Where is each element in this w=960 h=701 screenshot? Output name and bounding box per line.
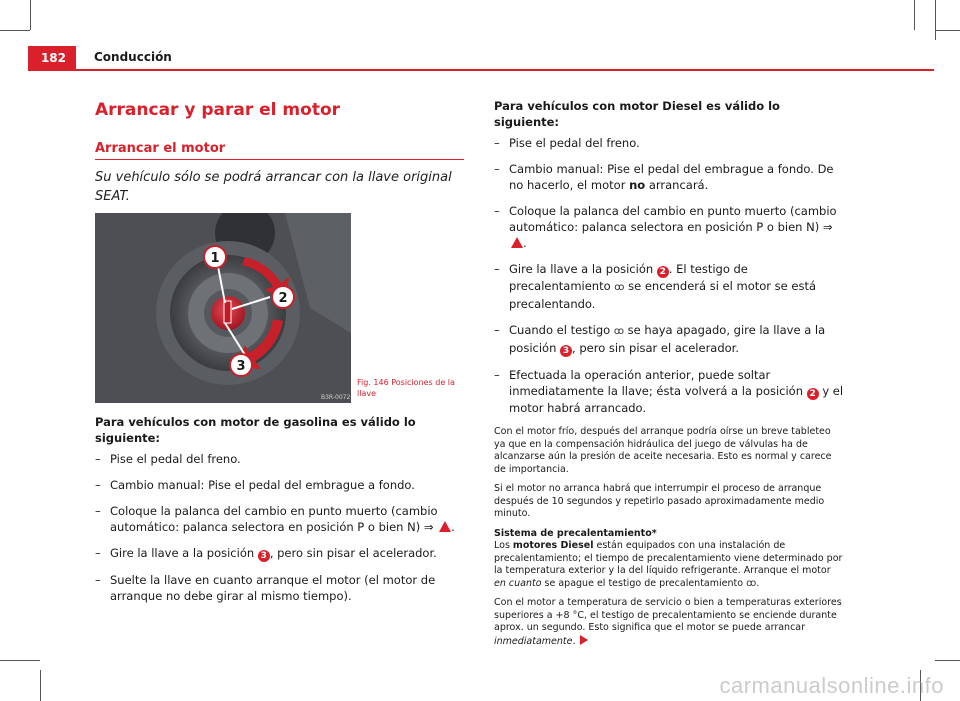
paragraph-text: Con el motor a temperatura de servicio o bien a temperaturas exteriores superiores a +8 °C, el testigo de precalentamiento se enciende durante aprox. un segundo. Esto significa que el motor se puede arrancar [494, 597, 842, 633]
position-badge: 2 [807, 388, 819, 400]
list-item: – Cuando el testigo ꝏ se haya apagado, gire la llave a la posición 3 , pero sin pisar el acelerador. [494, 323, 826, 356]
callout-3: 3 [236, 359, 246, 374]
chapter-title: Conducción [94, 50, 172, 64]
list-item-text: Gire la llave a la posición [509, 262, 657, 276]
list-item: – Cambio manual: Pise el pedal del embrague a fondo. De no hacerlo, el motor no arrancará. [494, 162, 834, 192]
crop-mark [30, 0, 31, 30]
paragraph-text: se apague el testigo de precalentamiento [541, 577, 747, 589]
callout-1: 1 [210, 251, 220, 266]
list-item-text: Pise el pedal del freno. [509, 136, 640, 150]
figure-code: B3R-0072 [321, 394, 351, 401]
list-item-text: Cuando el testigo [509, 323, 614, 337]
list-item-text: Suelte la llave en cuanto arranque el motor (el motor de arranque no debe girar al mismo tiempo). [110, 573, 436, 603]
crop-mark [935, 0, 936, 40]
ignition-figure [95, 213, 351, 403]
emphasis-text: en cuanto [494, 577, 542, 589]
glow-plug-icon: ꝏ [613, 326, 625, 337]
preheat-paragraph: Los motores Diesel están equipados con una instalación de precalentamiento; el tiempo de precalentamiento viene determinado por la temperatura exterior y la del líquido refrigerante. Arranque el motor en cuanto se apague el testigo de precalentamiento ꝏ. [494, 540, 843, 589]
crop-mark [935, 30, 960, 31]
crop-mark [914, 0, 915, 30]
list-item: – Gire la llave a la posición 3 , pero sin pisar el acelerador. [95, 546, 437, 561]
list-item-text: Coloque la palanca del cambio en punto muerto (cambio automático: palanca selectora en posición P o bien N) ⇒ [509, 204, 837, 234]
list-item: – Coloque la palanca del cambio en punto muerto (cambio automático: palanca selectora en posición P o bien N) ⇒ . [494, 204, 837, 250]
cold-engine-note: Con el motor frío, después del arranque podría oírse un breve tableteo ya que en la compensación hidráulica del juego de válvulas ha de alcanzarse aún la presión de aceite necesaria. Esto es normal y carece de importancia. [494, 426, 832, 475]
list-item-text: Gire la llave a la posición [110, 546, 258, 560]
list-item: – Pise el pedal del freno. [95, 452, 241, 466]
position-badge: 3 [560, 345, 572, 357]
diesel-instructions [494, 98, 844, 655]
paragraph-text: están equipados con una instalación de precalentamiento; el tiempo de precalentamiento viene determinado por la temperatura exterior y la del líquido refrigerante. Arranque el motor [494, 540, 843, 576]
list-item-text: . El testigo de precalentamiento [509, 262, 748, 293]
list-item: – Cambio manual: Pise el pedal del embrague a fondo. [95, 478, 415, 492]
emphasis-text: no [629, 178, 646, 192]
no-start-note: Si el motor no arranca habrá que interrumpir el proceso de arranque después de 10 segundos y repetirlo pasado aproximadamente medio minuto. [494, 483, 825, 519]
continue-arrow-icon[interactable] [580, 635, 588, 645]
intro-text: Su vehículo sólo se podrá arrancar con la llave original SEAT. [95, 170, 452, 204]
list-item: – Gire la llave a la posición 2 . El testigo de precalentamiento ꝏ se encenderá si el motor se está precalentando. [494, 262, 816, 311]
list-item-text: , pero sin pisar el acelerador. [269, 546, 437, 560]
paragraph-text: . [572, 635, 576, 647]
glow-plug-icon: ꝏ [746, 577, 757, 589]
position-badge: 3 [258, 550, 270, 562]
list-item: – Efectuada la operación anterior, puede soltar inmediatamente la llave; ésta volverá a la posición 2 y el motor habrá arrancado. [494, 368, 844, 415]
list-item-text: y el motor habrá arrancado. [509, 384, 844, 415]
list-item-text: , pero sin pisar el acelerador. [572, 341, 740, 355]
list-item-text: se haya apagado, gire la llave a la posición [509, 323, 826, 355]
figure-caption: Fig. 146 Posiciones de la llave [357, 378, 455, 398]
list-item-text: se encenderá si el motor se está precalentando. [509, 279, 816, 311]
section-title: Arrancar y parar el motor [95, 100, 341, 120]
ignition-illustration [95, 213, 351, 403]
warm-engine-paragraph [494, 597, 844, 648]
page-number: 182 [28, 46, 76, 70]
warning-icon[interactable] [439, 521, 451, 532]
crop-mark [0, 660, 40, 661]
watermark: carmanualsonline.info [719, 673, 944, 698]
diesel-heading: Para vehículos con motor Diesel es válido lo siguiente: [494, 99, 780, 129]
header-rule [28, 69, 934, 71]
preheat-heading: Sistema de precalentamiento* [494, 527, 657, 539]
position-badge: 2 [657, 266, 669, 278]
list-item-text: arrancará. [645, 178, 709, 192]
glow-plug-icon: ꝏ [614, 282, 625, 293]
warning-icon[interactable] [511, 237, 523, 248]
subsection-rule [95, 159, 464, 160]
list-item: – Coloque la palanca del cambio en punto muerto (cambio automático: palanca selectora en posición P o bien N) ⇒ . [95, 504, 455, 534]
list-item-text: Cambio manual: Pise el pedal del embrague a fondo. [110, 478, 415, 492]
list-item-text: Coloque la palanca del cambio en punto muerto (cambio automático: palanca selectora en posición P o bien N) ⇒ [110, 504, 438, 534]
paragraph-text: Los [494, 540, 513, 551]
list-item: – Suelte la llave en cuanto arranque el motor (el motor de arranque no debe girar al mismo tiempo). [95, 573, 436, 603]
callout-2: 2 [278, 291, 288, 306]
list-item: – Pise el pedal del freno. [494, 136, 640, 150]
emphasis-text: inmediatamente [494, 635, 573, 647]
emphasis-text: motores Diesel [512, 540, 594, 551]
subsection-title: Arrancar el motor [95, 141, 226, 156]
list-item-text: Efectuada la operación anterior, puede soltar inmediatamente la llave; ésta volverá a la posición [509, 368, 807, 398]
list-item-text: Cambio manual: Pise el pedal del embrague a fondo. De no hacerlo, el motor [509, 162, 834, 192]
crop-mark [40, 670, 41, 701]
gasoline-heading: Para vehículos con motor de gasolina es válido lo siguiente: [95, 415, 416, 445]
crop-mark [0, 30, 30, 31]
crop-mark [935, 660, 960, 661]
gasoline-instructions [95, 414, 465, 614]
list-item-text: Pise el pedal del freno. [110, 452, 241, 466]
